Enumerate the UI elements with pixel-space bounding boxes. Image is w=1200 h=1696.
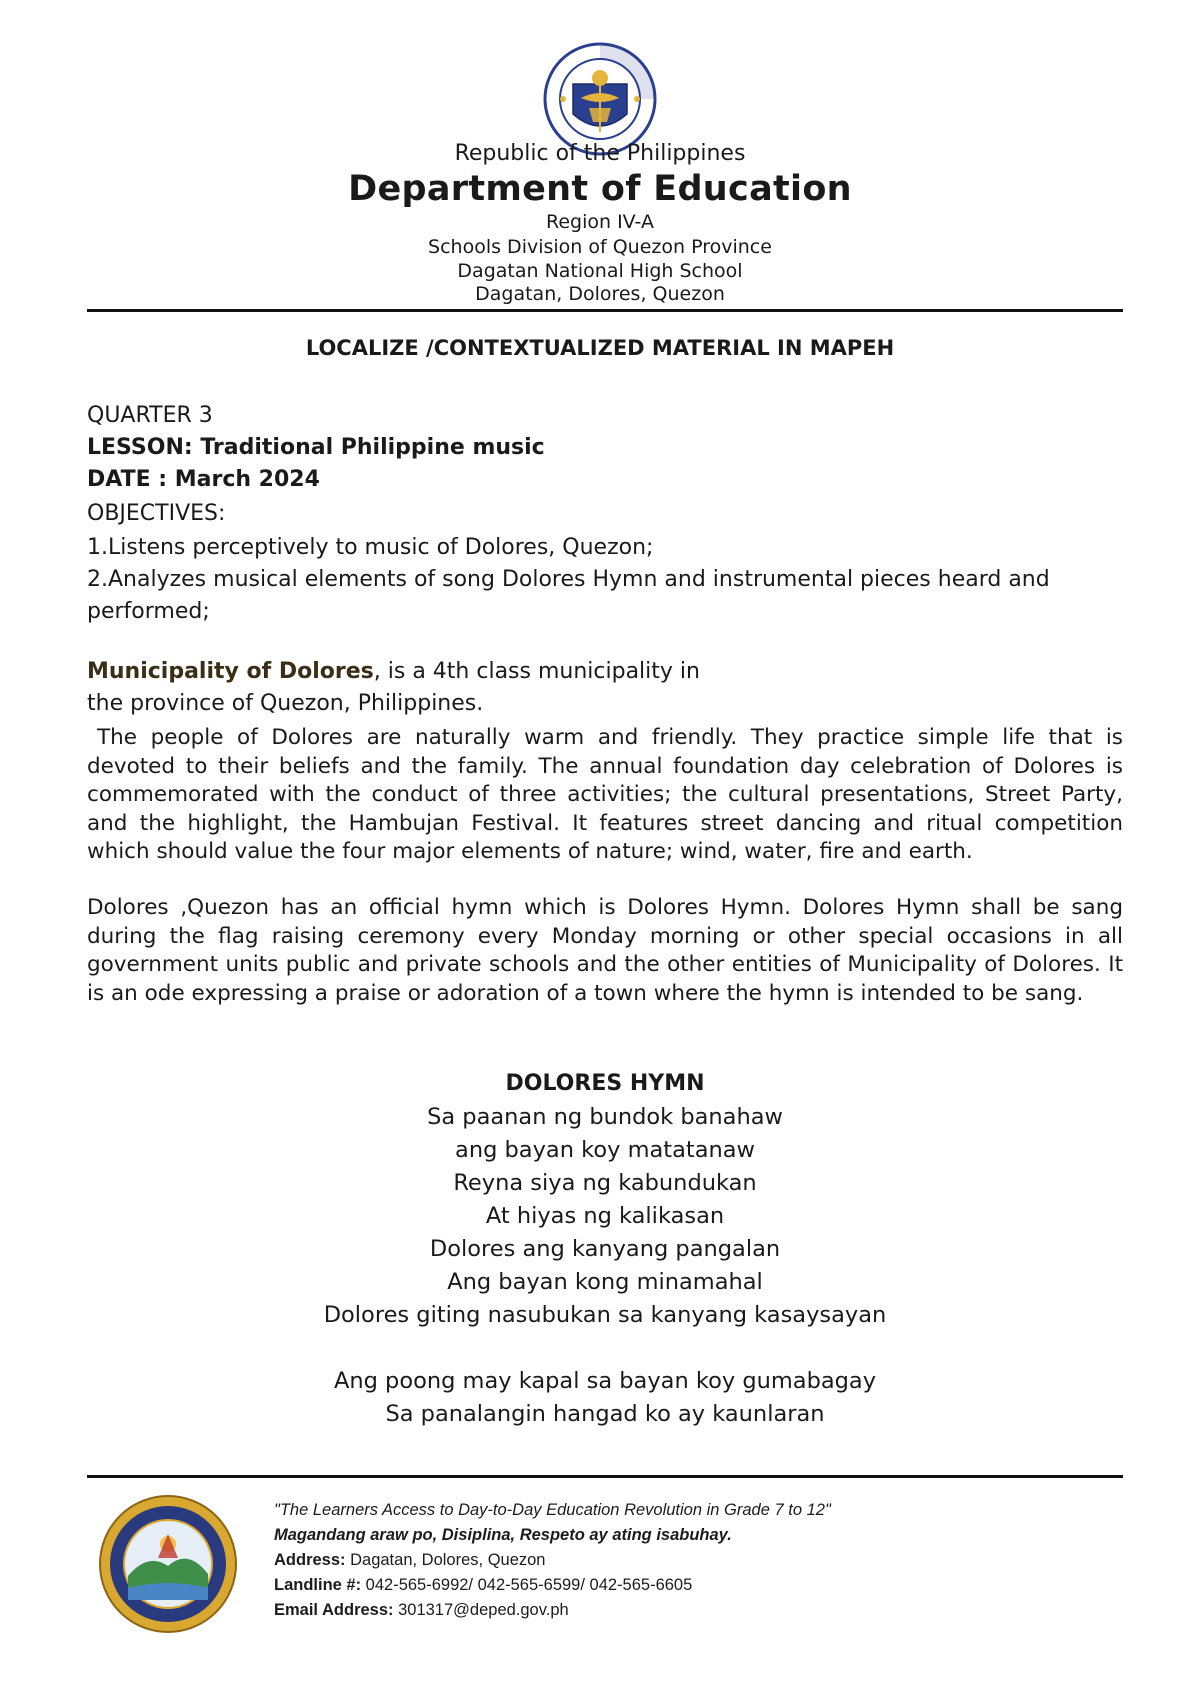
- quarter-label: QUARTER 3: [87, 403, 213, 428]
- school-seal-logo: [98, 1494, 238, 1634]
- footer-divider: [87, 1475, 1123, 1478]
- hymn-line: Sa paanan ng bundok banahaw: [427, 1104, 783, 1130]
- division-line: Schools Division of Quezon Province: [428, 236, 772, 258]
- objective-item: 2.Analyzes musical elements of song Dolores Hymn and instrumental pieces heard and performed;: [87, 567, 1050, 624]
- hymn-line: At hiyas ng kalikasan: [485, 1203, 725, 1229]
- intro-text: , is a 4th class municipality in: [373, 659, 700, 684]
- email-label: Email Address:: [274, 1601, 394, 1619]
- department-name: Department of Education: [348, 169, 852, 209]
- footer-landline: [274, 1576, 692, 1595]
- footer-email: [274, 1601, 569, 1620]
- hymn-line: Dolores ang kanyang pangalan: [429, 1236, 781, 1262]
- objectives-heading: OBJECTIVES:: [87, 501, 226, 526]
- email-value[interactable]: 301317@deped.gov.ph: [393, 1601, 569, 1619]
- region-line: Region IV-A: [545, 211, 654, 233]
- intro-text-line2: the province of Quezon, Philippines.: [87, 691, 484, 716]
- header-divider: [87, 309, 1123, 312]
- objective-item: 1.Listens perceptively to music of Dolores, Quezon;: [87, 535, 654, 560]
- hymn-line: ang bayan koy matatanaw: [455, 1137, 755, 1163]
- school-name: Dagatan National High School: [457, 260, 743, 282]
- material-title: LOCALIZE /CONTEXTUALIZED MATERIAL IN MAPEH: [305, 336, 895, 360]
- address-value: Dagatan, Dolores, Quezon: [345, 1551, 546, 1569]
- address-label: Address:: [274, 1551, 346, 1569]
- footer-motto: "The Learners Access to Day-to-Day Education Revolution in Grade 7 to 12": [274, 1501, 831, 1519]
- republic-line: Republic of the Philippines: [454, 141, 746, 166]
- hymn-title: DOLORES HYMN: [505, 1071, 705, 1096]
- lesson-date: DATE : March 2024: [87, 467, 320, 492]
- hymn-line: Reyna siya ng kabundukan: [453, 1170, 757, 1196]
- hymn-line: Sa panalangin hangad ko ay kaunlaran: [385, 1401, 825, 1427]
- deped-seal-logo: [543, 42, 657, 156]
- landline-value: 042-565-6992/ 042-565-6599/ 042-565-6605: [361, 1576, 693, 1594]
- hymn-line: Dolores giting nasubukan sa kanyang kasaysayan: [323, 1302, 887, 1328]
- objectives-list: [87, 532, 1127, 628]
- hymn-line: Ang poong may kapal sa bayan koy gumabagay: [333, 1368, 877, 1394]
- hymn-line: Ang bayan kong minamahal: [447, 1269, 763, 1295]
- school-address: Dagatan, Dolores, Quezon: [475, 283, 725, 305]
- footer-greeting: Magandang araw po, Disiplina, Respeto ay ating isabuhay.: [274, 1526, 732, 1544]
- landline-label: Landline #:: [274, 1576, 362, 1594]
- body-paragraph: Dolores ,Quezon has an official hymn which is Dolores Hymn. Dolores Hymn shall be sang during the flag raising ceremony every Monday morning or other special occasions in all government units public and private schools and the other entities of Municipality of Dolores. It is an ode expressing a praise or adoration of a town where the hymn is intended to be sang.: [87, 895, 1123, 1006]
- body-paragraph: The people of Dolores are naturally warm and friendly. They practice simple life that is devoted to their beliefs and the family. The annual foundation day celebration of Dolores is commemorated with the conduct of three activities; the cultural presentations, Street Party, and the highlight, the Hambujan Festival. It features street dancing and ritual competition which should value the four major elements of nature; wind, water, fire and earth.: [87, 725, 1123, 864]
- hymn-verse: [0, 1365, 1200, 1431]
- hymn-verse: [0, 1101, 1200, 1332]
- footer-address: [274, 1551, 545, 1570]
- municipality-name: Municipality of Dolores: [87, 659, 374, 684]
- municipality-intro: [87, 656, 1127, 720]
- lesson-title: LESSON: Traditional Philippine music: [87, 435, 545, 460]
